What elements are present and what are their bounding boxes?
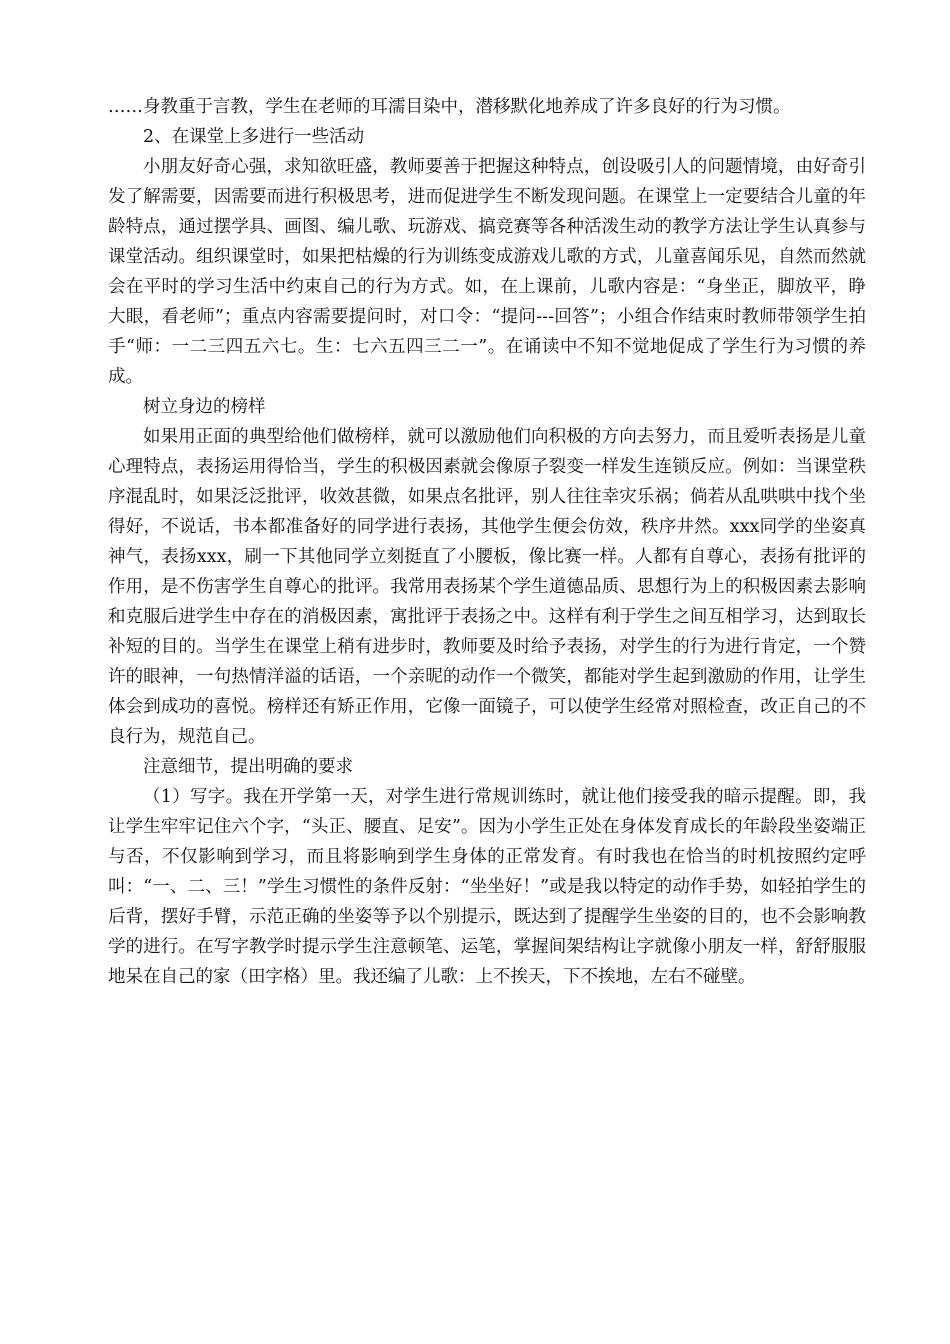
paragraph-classroom-activities: 小朋友好奇心强，求知欲旺盛，教师要善于把握这种特点，创设吸引人的问题情境，由好奇引发了解需要，因需要而进行积极思考，进而促进学生不断发现问题。在课堂上一定要结合儿童的年龄特点，通过摆学具、画图、编儿歌、玩游戏、搞竞赛等各种活泼生动的教学方法让学生认真参与课堂活动。组织课堂时，如果把枯燥的行为训练变成游戏儿歌的方式，儿童喜闻乐见，自然而然就会在平时的学习生活中约束自己的行为方式。如，在上课前，儿歌内容是：“身坐正，脚放平，睁大眼，看老师”；重点内容需要提问时，对口令：“提问---回答”；小组合作结束时教师带领学生拍手“师：一二三四五六七。生：七六五四三二一”。在诵读中不知不觉地促成了学生行为习惯的养成。 bbox=[108, 157, 866, 387]
paragraph-role-models: 如果用正面的典型给他们做榜样，就可以激励他们向积极的方向去努力，而且爱听表扬是儿童心理特点，表扬运用得恰当，学生的积极因素就会像原子裂变一样发生连锁反应。例如：当课堂秩序混乱时，如果泛泛批评，收效甚微，如果点名批评，别人往往幸灾乐祸；倘若从乱哄哄中找个坐得好，不说话，书本都准备好的同学进行表扬，其他学生便会仿效，秩序井然。xxx同学的坐姿真神气，表扬xxx，刷一下其他同学立刻挺直了小腰板，像比赛一样。人都有自尊心，表扬有批评的作用，是不伤害学生自尊心的批评。我常用表扬某个学生道德品质、思想行为上的积极因素去影响和克服后进学生中存在的消极因素，寓批评于表扬之中。这样有利于学生之间互相学习，达到取长补短的目的。当学生在课堂上稍有进步时，教师要及时给予表扬，对学生的行为进行肯定，一个赞许的眼神，一句热情洋溢的话语，一个亲昵的动作一个微笑，都能对学生起到激励的作用，让学生体会到成功的喜悦。榜样还有矫正作用，它像一面镜子，可以使学生经常对照检查，改正自己的不良行为，规范自己。 bbox=[108, 427, 866, 747]
section-heading-role-models: 树立身边的榜样 bbox=[143, 397, 266, 417]
section-heading-details: 注意细节，提出明确的要求 bbox=[143, 757, 353, 777]
paragraph-intro: ……身教重于言教，学生在老师的耳濡目染中，潜移默化地养成了许多良好的行为习惯。 bbox=[108, 97, 791, 117]
section-heading-classroom-activities: 2、在课堂上多进行一些活动 bbox=[143, 127, 365, 147]
paragraph-writing: （1）写字。我在开学第一天，对学生进行常规训练时，就让他们接受我的暗示提醒。即，我让学生牢牢记住六个字，“头正、腰直、足安”。因为小学生正处在身体发育成长的年龄段坐姿端正与否，不仅影响到学习，而且将影响到学生身体的正常发育。有时我也在恰当的时机按照约定呼叫：“一、二、三！”学生习惯性的条件反射：“坐坐好！”或是我以特定的动作手势，如轻拍学生的后背，摆好手臂，示范正确的坐姿等予以个别提示，既达到了提醒学生坐姿的目的，也不会影响教学的进行。在写字教学时提示学生注意顿笔、运笔，掌握间架结构让字就像小朋友一样，舒舒服服地呆在自己的家（田字格）里。我还编了儿歌：上不挨天，下不挨地，左右不碰壁。 bbox=[108, 787, 866, 987]
document-page bbox=[108, 92, 866, 992]
